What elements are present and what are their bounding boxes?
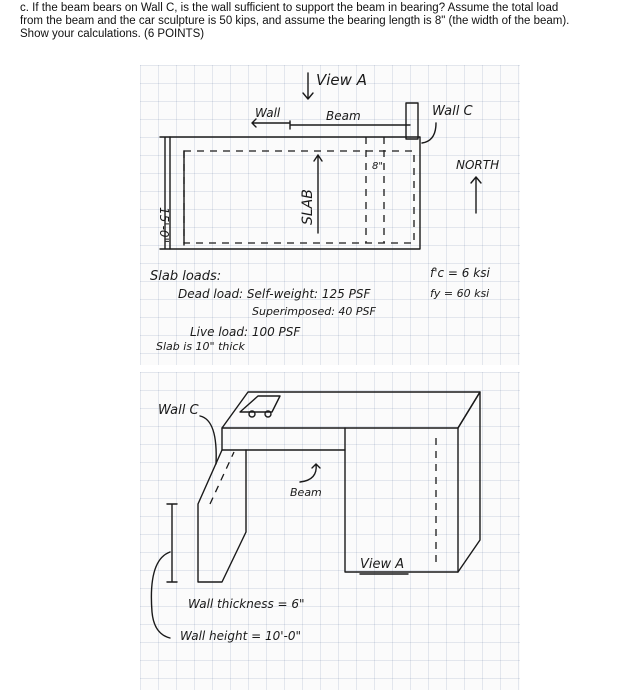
beam-width-label: 8" xyxy=(372,161,383,172)
span-label: 15'-0" xyxy=(157,207,171,244)
wall-c-pointer xyxy=(422,123,436,143)
wall-label: Wall xyxy=(255,106,281,120)
question-line-1: c. If the beam bears on Wall C, is the wall sufficient to support the beam in bearing? Assume the total load xyxy=(20,2,559,14)
isometric-sketch xyxy=(140,372,520,690)
beam-label: Beam xyxy=(326,109,361,123)
fy-text: fy = 60 ksi xyxy=(430,287,490,300)
wall-c-outline xyxy=(198,450,246,582)
live-load-text: Live load: 100 PSF xyxy=(190,325,301,339)
beam-outline xyxy=(366,137,384,243)
car-sculpture xyxy=(240,396,280,412)
slab-label: SLAB xyxy=(300,189,316,225)
north-arrow-icon xyxy=(471,177,481,213)
fc-text: f'c = 6 ksi xyxy=(430,266,490,280)
wall-thickness-text: Wall thickness = 6" xyxy=(188,597,305,611)
plan-sketch xyxy=(140,65,520,365)
superimposed-text: Superimposed: 40 PSF xyxy=(252,305,376,318)
beam-end xyxy=(406,103,418,139)
question-text xyxy=(20,2,625,41)
plan-sketch-drawing xyxy=(140,65,520,365)
box-side xyxy=(458,392,480,572)
wall-pointer xyxy=(252,119,290,127)
slab-loads-label: Slab loads: xyxy=(150,269,222,284)
view-a-arrow xyxy=(303,73,313,99)
wall-hidden-line xyxy=(210,452,234,504)
box-front xyxy=(345,428,458,572)
question-line-3: Show your calculations. (6 POINTS) xyxy=(20,28,205,40)
height-brace xyxy=(151,552,170,638)
dead-load-text: Dead load: Self-weight: 125 PSF xyxy=(178,287,371,301)
wall-c-label: Wall C xyxy=(158,403,199,418)
slab-thickness-text: Slab is 10" thick xyxy=(156,340,245,353)
view-a-label: View A xyxy=(360,557,405,572)
isometric-sketch-drawing xyxy=(140,372,520,690)
wall-height-text: Wall height = 10'-0" xyxy=(180,629,302,643)
wall-c-pointer xyxy=(200,416,216,464)
beam-pointer xyxy=(300,464,320,482)
beam-front xyxy=(222,428,345,450)
slab-top xyxy=(222,392,480,428)
beam-label: Beam xyxy=(290,486,322,499)
height-dim-line xyxy=(167,504,177,582)
view-a-label: View A xyxy=(316,71,367,89)
slab-outline xyxy=(170,137,420,249)
north-label: NORTH xyxy=(456,158,500,172)
wall-c-label: Wall C xyxy=(432,104,473,119)
question-line-2: from the beam and the car sculpture is 50 kips, and assume the bearing length is 8" (the width of the beam). xyxy=(20,15,570,27)
